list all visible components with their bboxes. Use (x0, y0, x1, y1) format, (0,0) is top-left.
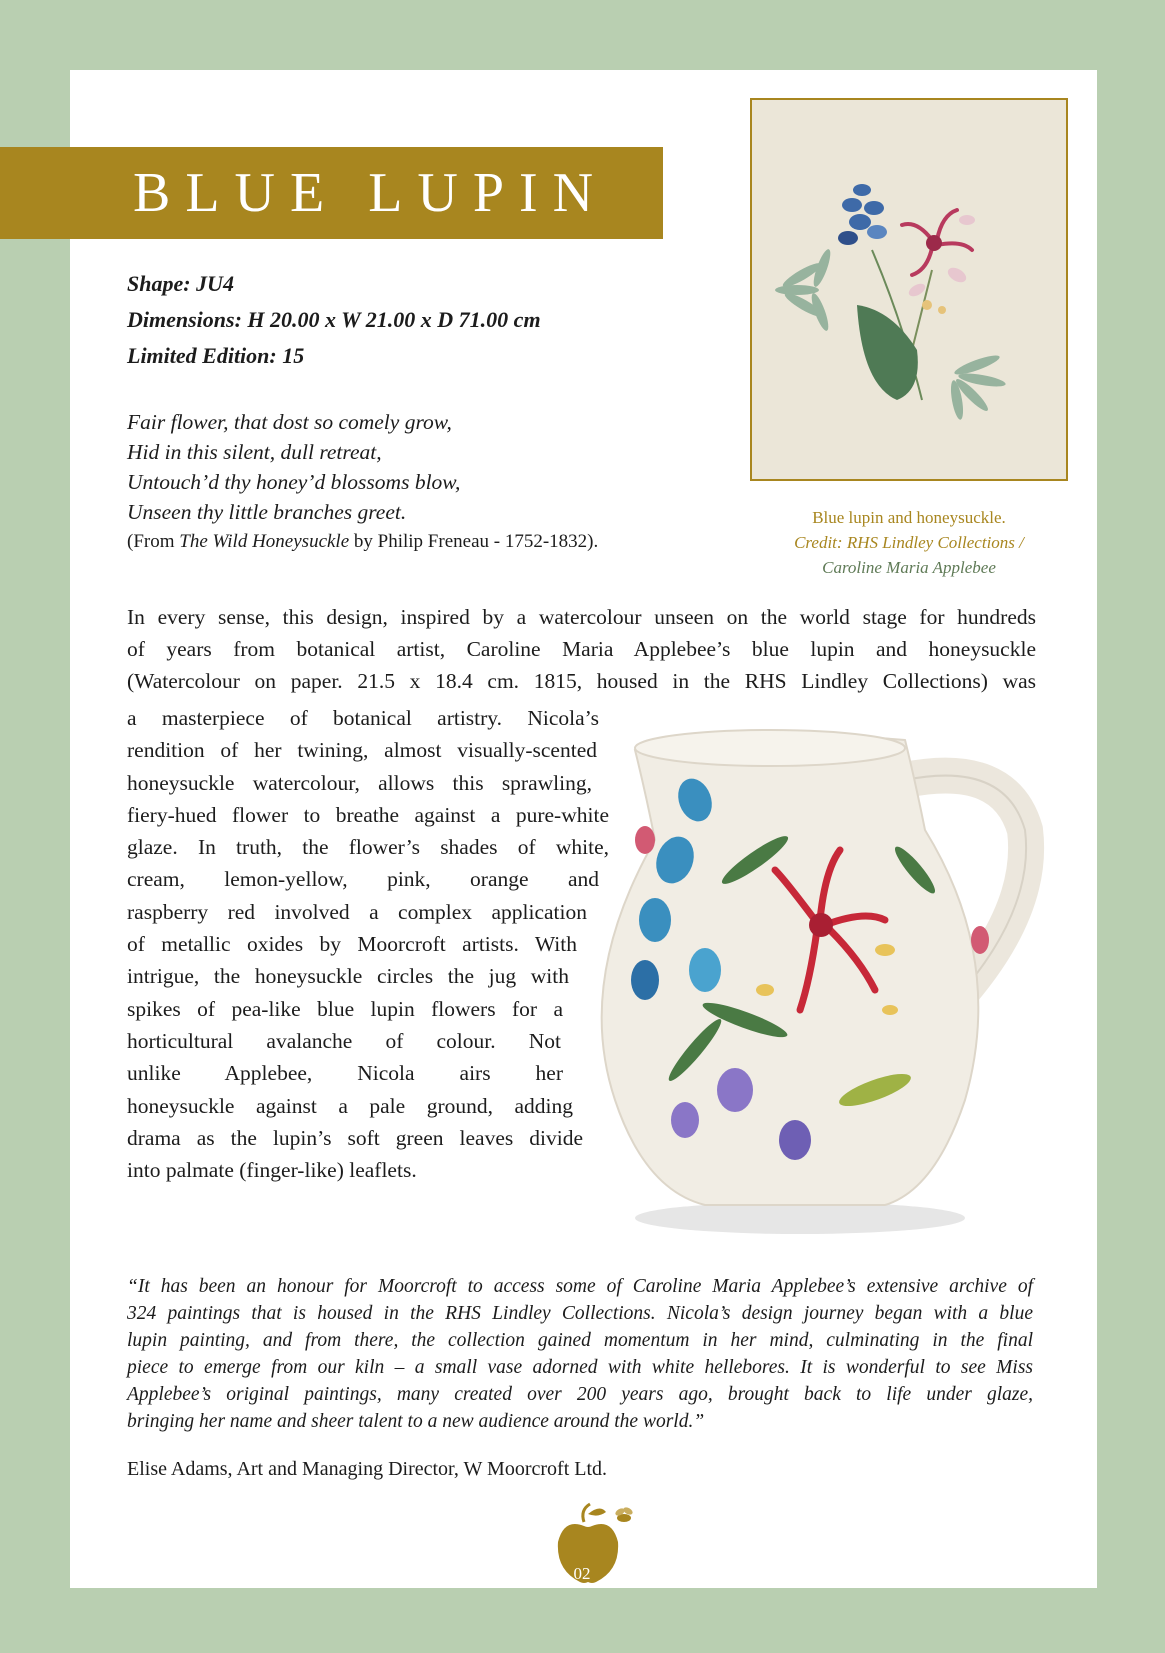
poem-source-prefix: (From (127, 531, 180, 552)
body-line: of metallic oxides by Moorcroft artists. With (127, 932, 577, 957)
poem-line: Unseen thy little branches greet. (127, 500, 407, 524)
body-line: (Watercolour on paper. 21.5 x 18.4 cm. 1815, housed in the RHS Lindley Collections) was (127, 669, 1036, 693)
poem-line: Untouch’d thy honey’d blossoms blow, (127, 470, 461, 494)
page-title: BLUE LUPIN (133, 162, 609, 224)
spec-edition: Limited Edition: 15 (127, 343, 305, 368)
body-line: fiery-hued flower to breathe against a pure-white (127, 802, 609, 827)
body-line: intrigue, the honeysuckle circles the jug with (127, 964, 569, 989)
body-text (127, 702, 609, 1186)
painting-image (750, 98, 1068, 481)
poem-line: Fair flower, that dost so comely grow, (127, 410, 452, 434)
body-line: spikes of pea-like blue lupin flowers for a (127, 996, 563, 1021)
body-line: horticultural avalanche of colour. Not (127, 1028, 561, 1053)
title-band (0, 147, 663, 239)
quote-line: 324 paintings that is housed in the RHS Lindley Collections. Nicola’s design journey began with a blue (127, 1303, 1033, 1324)
quote-line: piece to emerge from our kiln – a small vase adorned with white hellebores. It is wonderful to see Miss (127, 1357, 1033, 1378)
spec-shape: Shape: JU4 (127, 271, 234, 296)
quote-attribution: Elise Adams, Art and Managing Director, W Moorcroft Ltd. (127, 1458, 608, 1480)
body-line: cream, lemon-yellow, pink, orange and (127, 867, 599, 892)
poem-source-title: The Wild Honeysuckle (179, 531, 350, 552)
product-specs (127, 266, 541, 374)
body-line: of years from botanical artist, Caroline Maria Applebee’s blue lupin and honeysuckle (127, 637, 1036, 661)
painting-illustration (752, 100, 1066, 479)
poem-line: Hid in this silent, dull retreat, (127, 440, 382, 464)
quote-line: “It has been an honour for Moorcroft to access some of Caroline Maria Applebee’s extensive archive of (127, 1276, 1033, 1297)
poem (127, 407, 598, 557)
body-line: a masterpiece of botanical artistry. Nicola’s (127, 706, 599, 730)
body-line: raspberry red involved a complex application (127, 899, 587, 924)
caption-title: Blue lupin and honeysuckle. (812, 508, 1006, 527)
spec-dimensions: Dimensions: H 20.00 x W 21.00 x D 71.00 cm (127, 307, 541, 332)
quote-line: Applebee’s original paintings, many created over 200 years ago, brought back to life under glaze, (127, 1384, 1033, 1405)
poem-source-suffix: by Philip Freneau - 1752-1832). (349, 531, 599, 552)
body-line: rendition of her twining, almost visually-scented (127, 738, 597, 763)
body-line: glaze. In truth, the flower’s shades of white, (127, 835, 609, 860)
quote-line: bringing her name and sheer talent to a new audience around the world.” (127, 1411, 705, 1432)
page-number: 02 (573, 1564, 591, 1583)
body-line: honeysuckle watercolour, allows this sprawling, (127, 770, 592, 795)
body-line: In every sense, this design, inspired by a watercolour unseen on the world stage for hundreds (127, 605, 1036, 629)
body-line: unlike Applebee, Nicola airs her (127, 1061, 563, 1086)
body-intro (127, 601, 1036, 697)
body-line: drama as the lupin’s soft green leaves divide (127, 1125, 583, 1150)
jug-illustration (585, 720, 1065, 1240)
caption-artist: Caroline Maria Applebee (822, 558, 996, 577)
painting-caption (752, 505, 1066, 580)
body-line: into palmate (finger-like) leaflets. (127, 1158, 417, 1183)
poem-source (127, 527, 598, 557)
jug-image (585, 720, 1065, 1240)
testimonial-quote (127, 1273, 1033, 1435)
quote-line: lupin painting, and from there, the collection gained momentum in her mind, culminating in the final (127, 1330, 1033, 1351)
body-line: honeysuckle against a pale ground, adding (127, 1093, 573, 1118)
caption-credit: Credit: RHS Lindley Collections / (794, 533, 1024, 552)
